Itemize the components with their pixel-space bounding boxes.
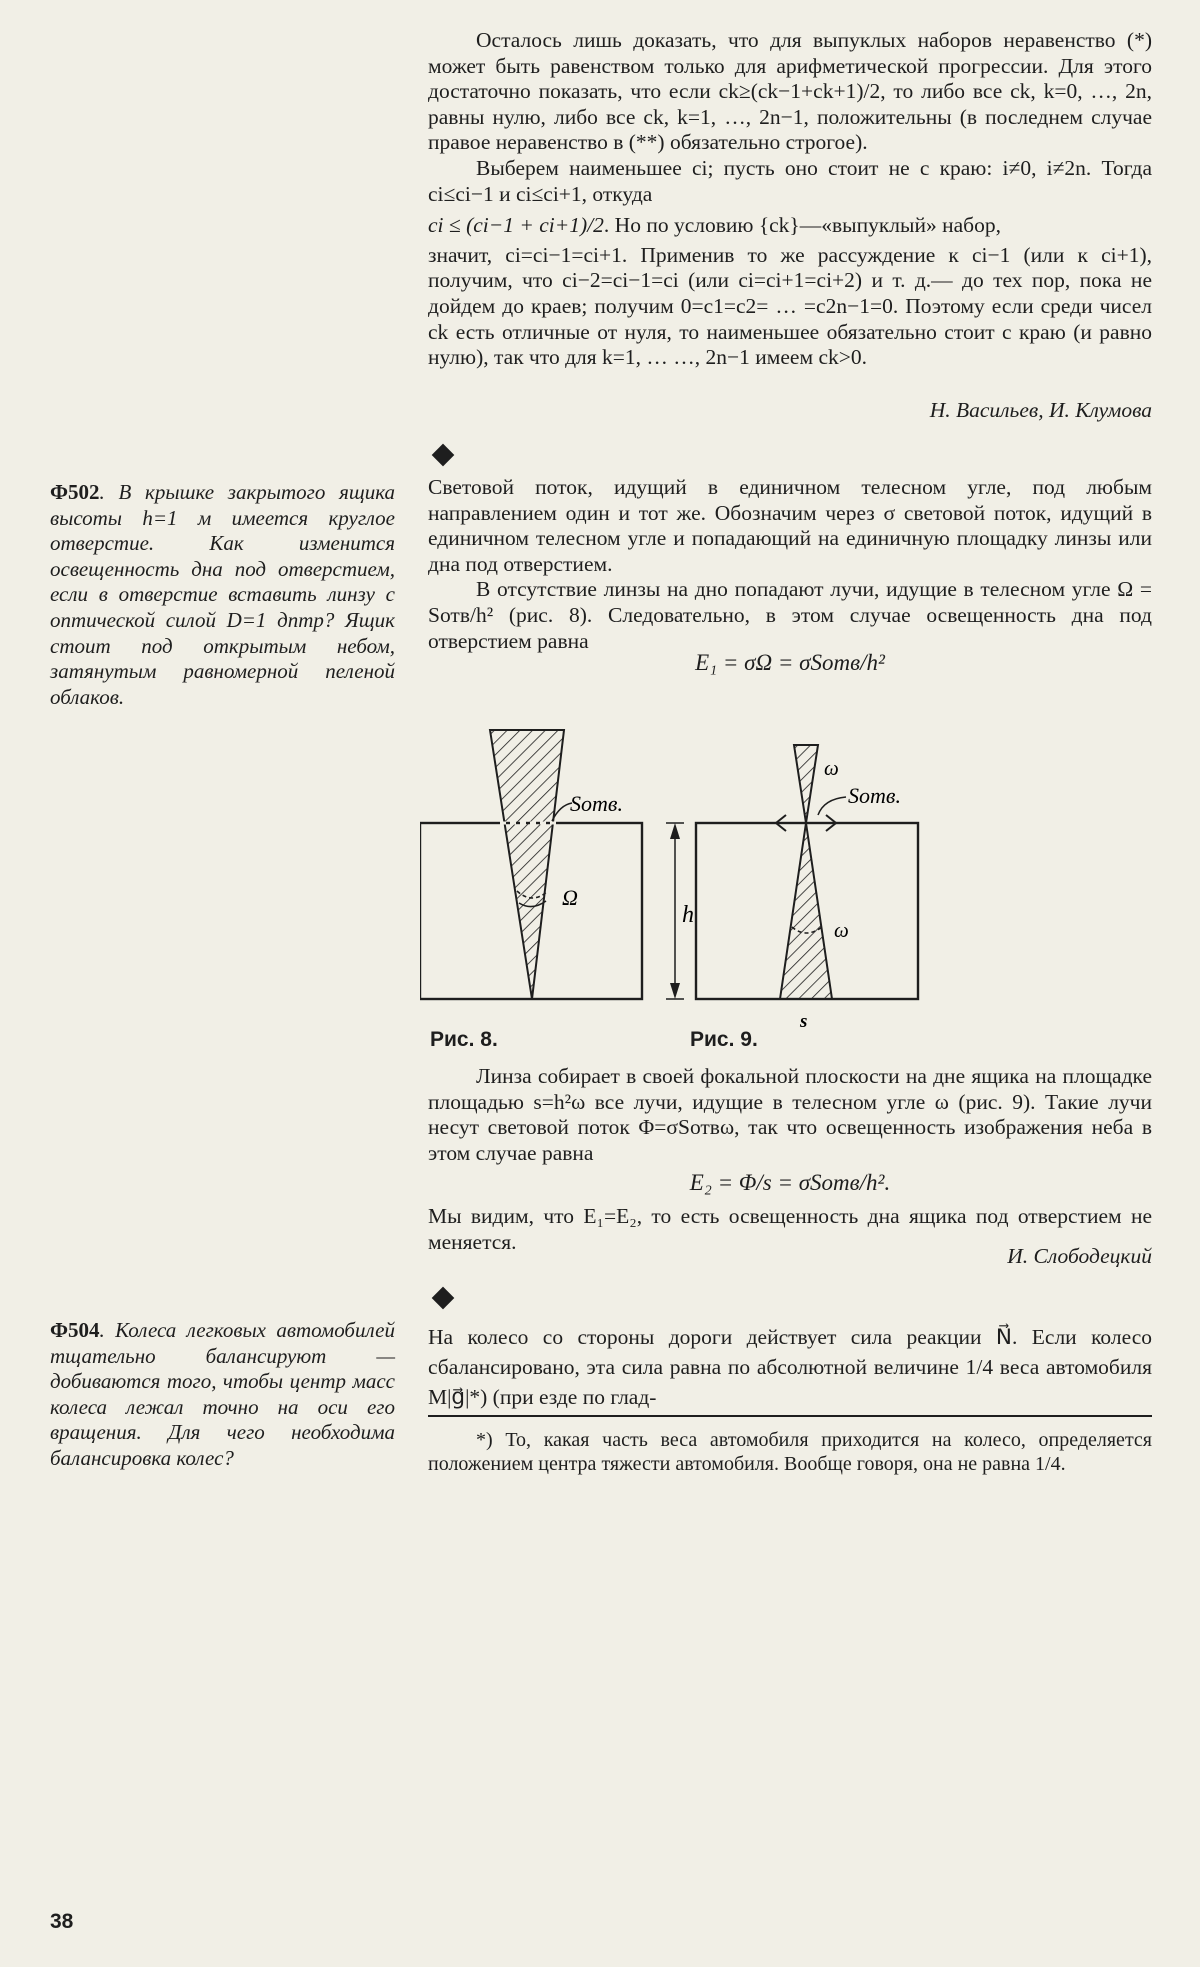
top-paragraph-2b: значит, ci=ci−1=ci+1. Применив то же рассуждение к ci−1 (или к ci+1), получим, что ci−2=ci−1=ci (или ci=ci+1=ci+2) и т. д.— до тех пор, пока не дойдем до краев; получим 0=c1=c2= … =c2n−1=0. Поэтому если среди чисел ck есть отличные от нуля, то наименьшее обязательно стоит с краю (и равно нулю), так что для k=1, … …, 2n−1 имеем ck>0.	[428, 242, 1152, 370]
fig9-upper-cone	[794, 745, 818, 823]
f502-paragraph-4: Мы видим, что E₁=E₂, то есть освещенность дна ящика под отверстием не меняется.	[428, 1204, 1152, 1254]
fig9-lower-cone	[780, 823, 832, 999]
top-formula: ci ≤ (ci−1 + ci+1)/2	[428, 213, 604, 238]
problem-f502	[50, 480, 395, 710]
problem-f502-text: . В крышке закрытого ящика высоты h=1 м имеется круглое отверстие. Как изменится освещенность дна под отверстием, если в отверстие вставить линзу с оптической силой D=1 дптр? Ящик стоит под открытым небом, затянутым равномерной пеленой облаков.	[50, 480, 395, 709]
top-section	[428, 28, 1152, 371]
fig9-label-omega-bottom: ω	[834, 918, 849, 942]
solution-f502-part1	[428, 475, 1152, 654]
figure-8	[420, 730, 694, 999]
top-paragraph-2a: Выберем наименьшее ci; пусть оно стоит не с краю: i≠0, i≠2n. Тогда ci≤ci−1 и ci≤ci+1, откуда	[428, 155, 1152, 206]
fig8-arrow-bottom	[670, 983, 680, 999]
section-diamond-icon-2	[432, 1287, 455, 1310]
signature-vasiliev: Н. Васильев, И. Клумова	[929, 398, 1152, 422]
solution-f502-part2	[428, 1064, 1152, 1166]
f502-paragraph-3: Линза собирает в своей фокальной плоскости на дне ящика на площадке площадью s=h²ω все лучи, идущие в телесном угле ω (рис. 9). Такие лучи несут световой поток Φ=σSотвω, так что освещенность изображения неба в этом случае равна	[428, 1064, 1152, 1165]
fig8-cone	[490, 730, 564, 999]
problem-f502-number: Ф502	[50, 480, 100, 504]
problem-f504	[50, 1318, 395, 1472]
f502-paragraph-1: Световой поток, идущий в единичном телесном угле, под любым направлением один и тот же. Обозначим через σ световой поток, идущий в единичном телесном угле и попадающий на единичную площадку линзы или дна под отверстием.	[428, 475, 1152, 576]
fig8-label-hole: Sотв.	[570, 791, 623, 816]
fig8-label-angle: Ω	[562, 885, 578, 910]
top-formula-tail: . Но по условию {ck}—«выпуклый» набор,	[603, 213, 1001, 238]
figures-svg	[420, 715, 1160, 1045]
footnote-rule	[428, 1415, 1152, 1417]
formula-e1: E₁ = σΩ = σSотв/h²	[695, 650, 885, 675]
problem-f504-text: . Колеса легковых автомобилей тщательно балансируют — добиваются того, чтобы центр масс колеса лежал точно на оси его вращения. Для чего необходима балансировка колес?	[50, 1318, 395, 1470]
signature-slobodetsky: И. Слободецкий	[1007, 1244, 1152, 1268]
section-diamond-icon	[432, 444, 455, 467]
fig9-caption: Рис. 9.	[690, 1028, 758, 1051]
fig9-label-omega-top: ω	[824, 756, 839, 780]
fig9-label-hole: Sотв.	[848, 783, 901, 808]
formula-e2: E₂ = Φ/s = σSотв/h².	[689, 1170, 891, 1195]
footnote-text: *) То, какая часть веса автомобиля приходится на колесо, определяется положением центра тяжести автомобиля. Вообще говоря, она не равна 1/4.	[428, 1429, 1152, 1475]
fig8-arrow-top	[670, 823, 680, 839]
f502-paragraph-2: В отсутствие линзы на дно попадают лучи, идущие в телесном угле Ω = Sотв/h² (рис. 8). Следовательно, в этом случае освещенность дна под отверстием равна	[428, 577, 1152, 653]
fig8-label-height: h	[682, 902, 694, 928]
top-formula-line	[428, 213, 1152, 239]
fig9-label-spot: s	[800, 1011, 808, 1032]
fig9-hole-leader	[818, 797, 846, 815]
problem-f504-number: Ф504	[50, 1318, 100, 1342]
fig8-caption: Рис. 8.	[430, 1028, 498, 1051]
solution-f504	[428, 1322, 1152, 1412]
footnote	[428, 1428, 1152, 1476]
top-paragraph-1: Осталось лишь доказать, что для выпуклых наборов неравенство (*) может быть равенством только для арифметической прогрессии. Для этого достаточно показать, что если ck≥(ck−1+ck+1)/2, то либо все ck, k=0, …, 2n, равны нулю, либо все ck, k=1, …, 2n−1, положительны (в последнем случае правое неравенство в (**) обязательно строгое).	[428, 28, 1152, 155]
page-number: 38	[50, 1910, 74, 1933]
f504-paragraph-1: На колесо со стороны дороги действует сила реакции N⃗. Если колесо сбалансировано, эта сила равна по абсолютной величине 1/4 веса автомобиля M|g⃗|*) (при езде по глад-	[428, 1325, 1152, 1409]
figure-9	[696, 745, 918, 1032]
